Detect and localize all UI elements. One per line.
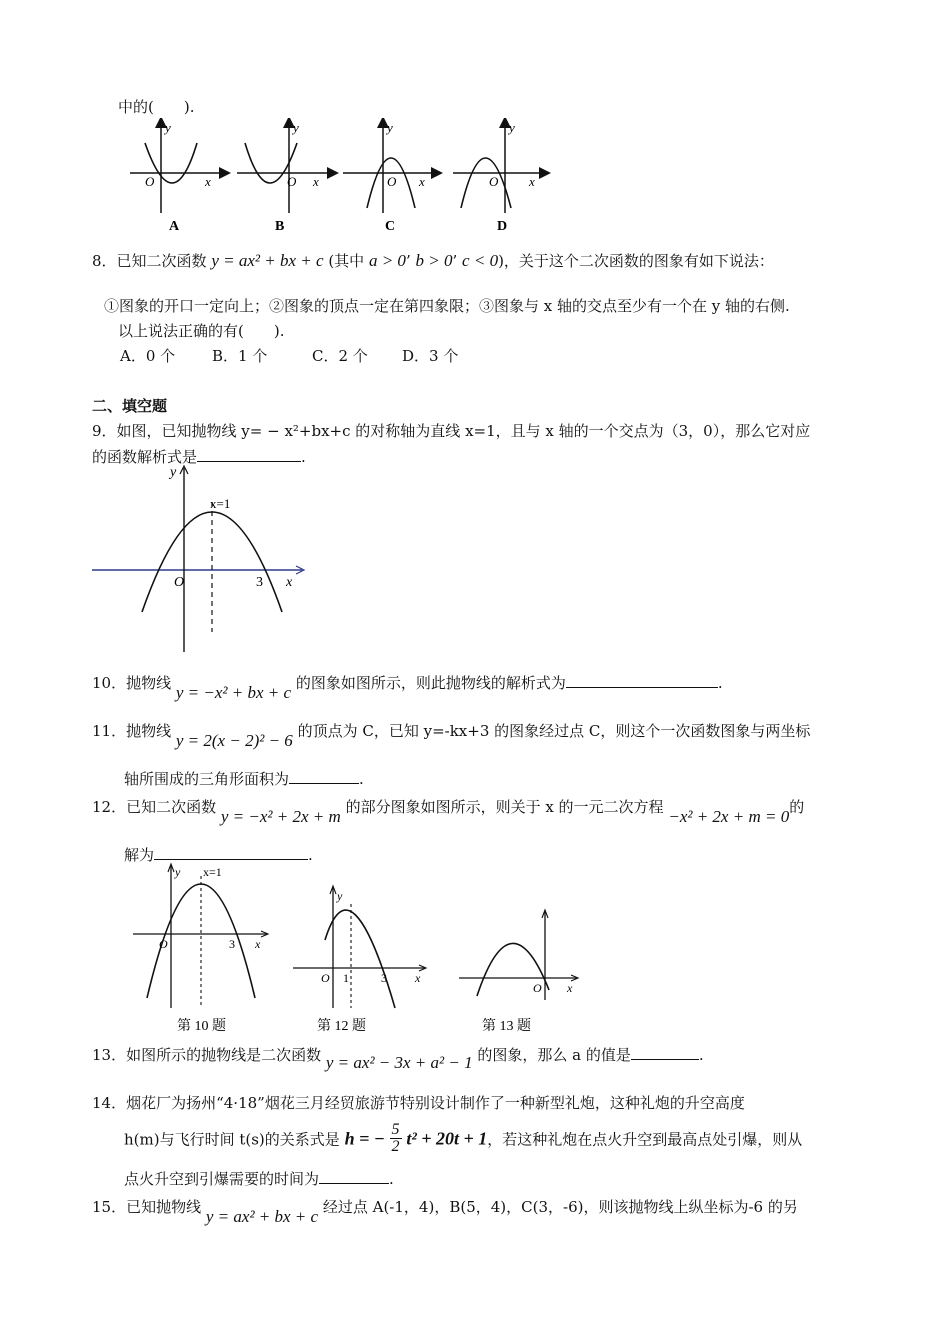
q8-sep-2: ’ [452,252,458,270]
q11-line2 [124,768,364,789]
fig-d [453,120,545,234]
q14-h: h = − [344,1128,385,1149]
q12-formula: y = −x² + 2x + m [220,807,341,826]
q11-answer-blank[interactable] [289,769,359,784]
q9-three-label: 3 [256,575,263,590]
fig-d-x: x [529,174,535,189]
fig10-o: O [159,937,168,951]
q14-line3-text: 点火升空到引爆需要的时间为 [124,1170,320,1188]
q8-cond-a: a > 0 [368,251,406,270]
q11-line1 [92,720,811,750]
q9-y-label: y [170,465,177,480]
q15-formula: y = ax² + bx + c [205,1207,319,1226]
figures-10-12-13 [125,860,595,1038]
q10-end: . [717,674,723,692]
q10-line [92,672,723,702]
q14-answer-blank[interactable] [319,1169,389,1184]
fig10-x: x [255,937,261,951]
q7-figures [125,118,555,236]
q11-num: 11．抛物线 [92,722,172,740]
fig-c-x: x [419,174,425,189]
q13-answer-blank[interactable] [631,1045,699,1060]
q12-line1 [92,796,805,826]
fig-b-label: B [275,219,285,234]
fig-c-o: O [387,174,397,189]
q8-line1 [92,250,774,271]
q11-line2-text: 轴所围成的三角形面积为 [124,770,290,788]
fig-12 [293,886,426,1008]
q8-cond-b: b > 0 [415,251,453,270]
q8-num: 8．已知二次函数 [92,252,207,270]
q12-end: . [308,846,313,864]
q10-text: 的图象如图所示，则此抛物线的解析式为 [295,674,566,692]
fig10-y: y [175,865,181,879]
q12-num: 12．已知二次函数 [92,798,217,816]
fig12-y: y [337,889,343,903]
caption-fig13: 第 13 题 [482,1019,531,1034]
q9-o-label: O [174,575,185,590]
fig-d-label: D [497,219,508,234]
q14-line2 [124,1121,803,1164]
q12-text: 的部分图象如图所示，则关于 x 的一元二次方程 [345,798,664,816]
q9-line1: 9．如图，已知抛物线 y= − x²+bx+c 的对称轴为直线 x=1，且与 x 轴的一个交点为（3，0），那么它对应 [92,422,811,440]
q8-suffix: )，关于这个二次函数的图象有如下说法： [498,252,774,270]
caption-fig10: 第 10 题 [177,1019,226,1034]
q15-num: 15．已知抛物线 [92,1198,202,1216]
q12-equation: −x² + 2x + m = 0 [668,807,790,826]
fig13-o: O [533,981,542,995]
q9-x-label: x [286,575,293,590]
q14-rest: t² + 20t + 1 [406,1128,488,1149]
q13-line [92,1044,704,1072]
q14-line3 [124,1168,394,1189]
fig-c-y: y [387,120,393,135]
q12-line2-text: 解为 [124,846,155,864]
q8-cond-prefix: (其中 [328,252,365,270]
fig-13 [459,910,578,1000]
q7-tail: 中的( ). [118,98,195,116]
fig12-o: O [321,971,330,985]
q14-line1: 14．烟花厂为扬州“4·18”烟花三月经贸旅游节特别设计制作了一种新型礼炮，这种礼炮的升空高度 [92,1094,745,1112]
q8-option-d: D．3 个 [402,347,459,365]
q11-text: 的顶点为 C，已知 y=-kx+3 的图象经过点 C，则这个一次函数图象与两坐标 [297,722,811,740]
fig-b-y: y [293,120,299,135]
fig13-x: x [567,981,573,995]
fig-a-x: x [205,174,211,189]
q12-answer-blank[interactable] [154,845,308,860]
section-title: 二、填空题 [92,397,168,415]
fig10-three: 3 [229,937,235,951]
q8-cond-c: c < 0 [462,251,499,270]
fig-10 [133,864,268,1008]
q13-end: . [698,1046,704,1064]
fig-a-o: O [145,174,155,189]
fig12-one: 1 [343,971,349,985]
q9-axis-label: x=1 [210,496,231,511]
q8-formula: y = ax² + bx + c [211,251,324,270]
q9-text: 的函数解析式是 [92,448,198,466]
q8-option-b: B．1 个 [212,347,268,365]
fig-c [343,120,437,234]
q13-formula: y = ax² − 3x + a² − 1 [325,1053,473,1072]
fig-b [237,120,333,234]
q8-sep-1: ’ [405,252,411,270]
q8-statements: ①图象的开口一定向上；②图象的顶点一定在第四象限；③图象与 x 轴的交点至少有一个在 y 轴的右侧. [104,297,790,315]
q13-num: 13．如图所示的抛物线是二次函数 [92,1046,322,1064]
q11-end: . [359,770,364,788]
q9-figure [90,462,310,654]
fig10-axis: x=1 [203,865,222,879]
fig-b-o: O [287,174,297,189]
fig-d-y: y [509,120,515,135]
q14-end: . [389,1170,394,1188]
fig-d-o: O [489,174,499,189]
fig-c-label: C [385,219,396,234]
q8-option-c: C．2 个 [312,347,368,365]
q14-fraction-num: 5 [391,1121,400,1138]
q10-num: 10．抛物线 [92,674,172,692]
fig-a [130,120,225,234]
q14-fraction [390,1122,402,1155]
fig12-x: x [415,971,421,985]
q13-text: 的图象，那么 a 的值是 [477,1046,631,1064]
q15-line [92,1196,798,1226]
q11-formula: y = 2(x − 2)² − 6 [175,731,293,750]
q10-answer-blank[interactable] [566,673,718,688]
q8-option-a: A．0 个 [120,347,176,365]
q14-post: ，若这种礼炮在点火升空到最高点处引爆，则从 [487,1130,803,1149]
q15-text: 经过点 A(-1，4)，B(5，4)，C(3，-6)，则该抛物线上纵坐标为-6 的另 [322,1198,798,1216]
fig-b-x: x [313,174,319,189]
q9-answer-blank[interactable] [197,447,301,462]
fig-a-y: y [165,120,171,135]
q12-tail: 的 [789,798,805,816]
q10-formula: y = −x² + bx + c [175,683,292,702]
fig-a-label: A [169,219,180,234]
q14-pre: h(m)与飞行时间 t(s)的关系式是 [124,1130,340,1149]
fig12-three: 3 [381,971,387,985]
caption-fig12: 第 12 题 [317,1019,366,1034]
q8-ask: 以上说法正确的有( ). [118,322,285,340]
q14-fraction-den: 2 [391,1138,400,1155]
q9-end: . [301,448,306,466]
